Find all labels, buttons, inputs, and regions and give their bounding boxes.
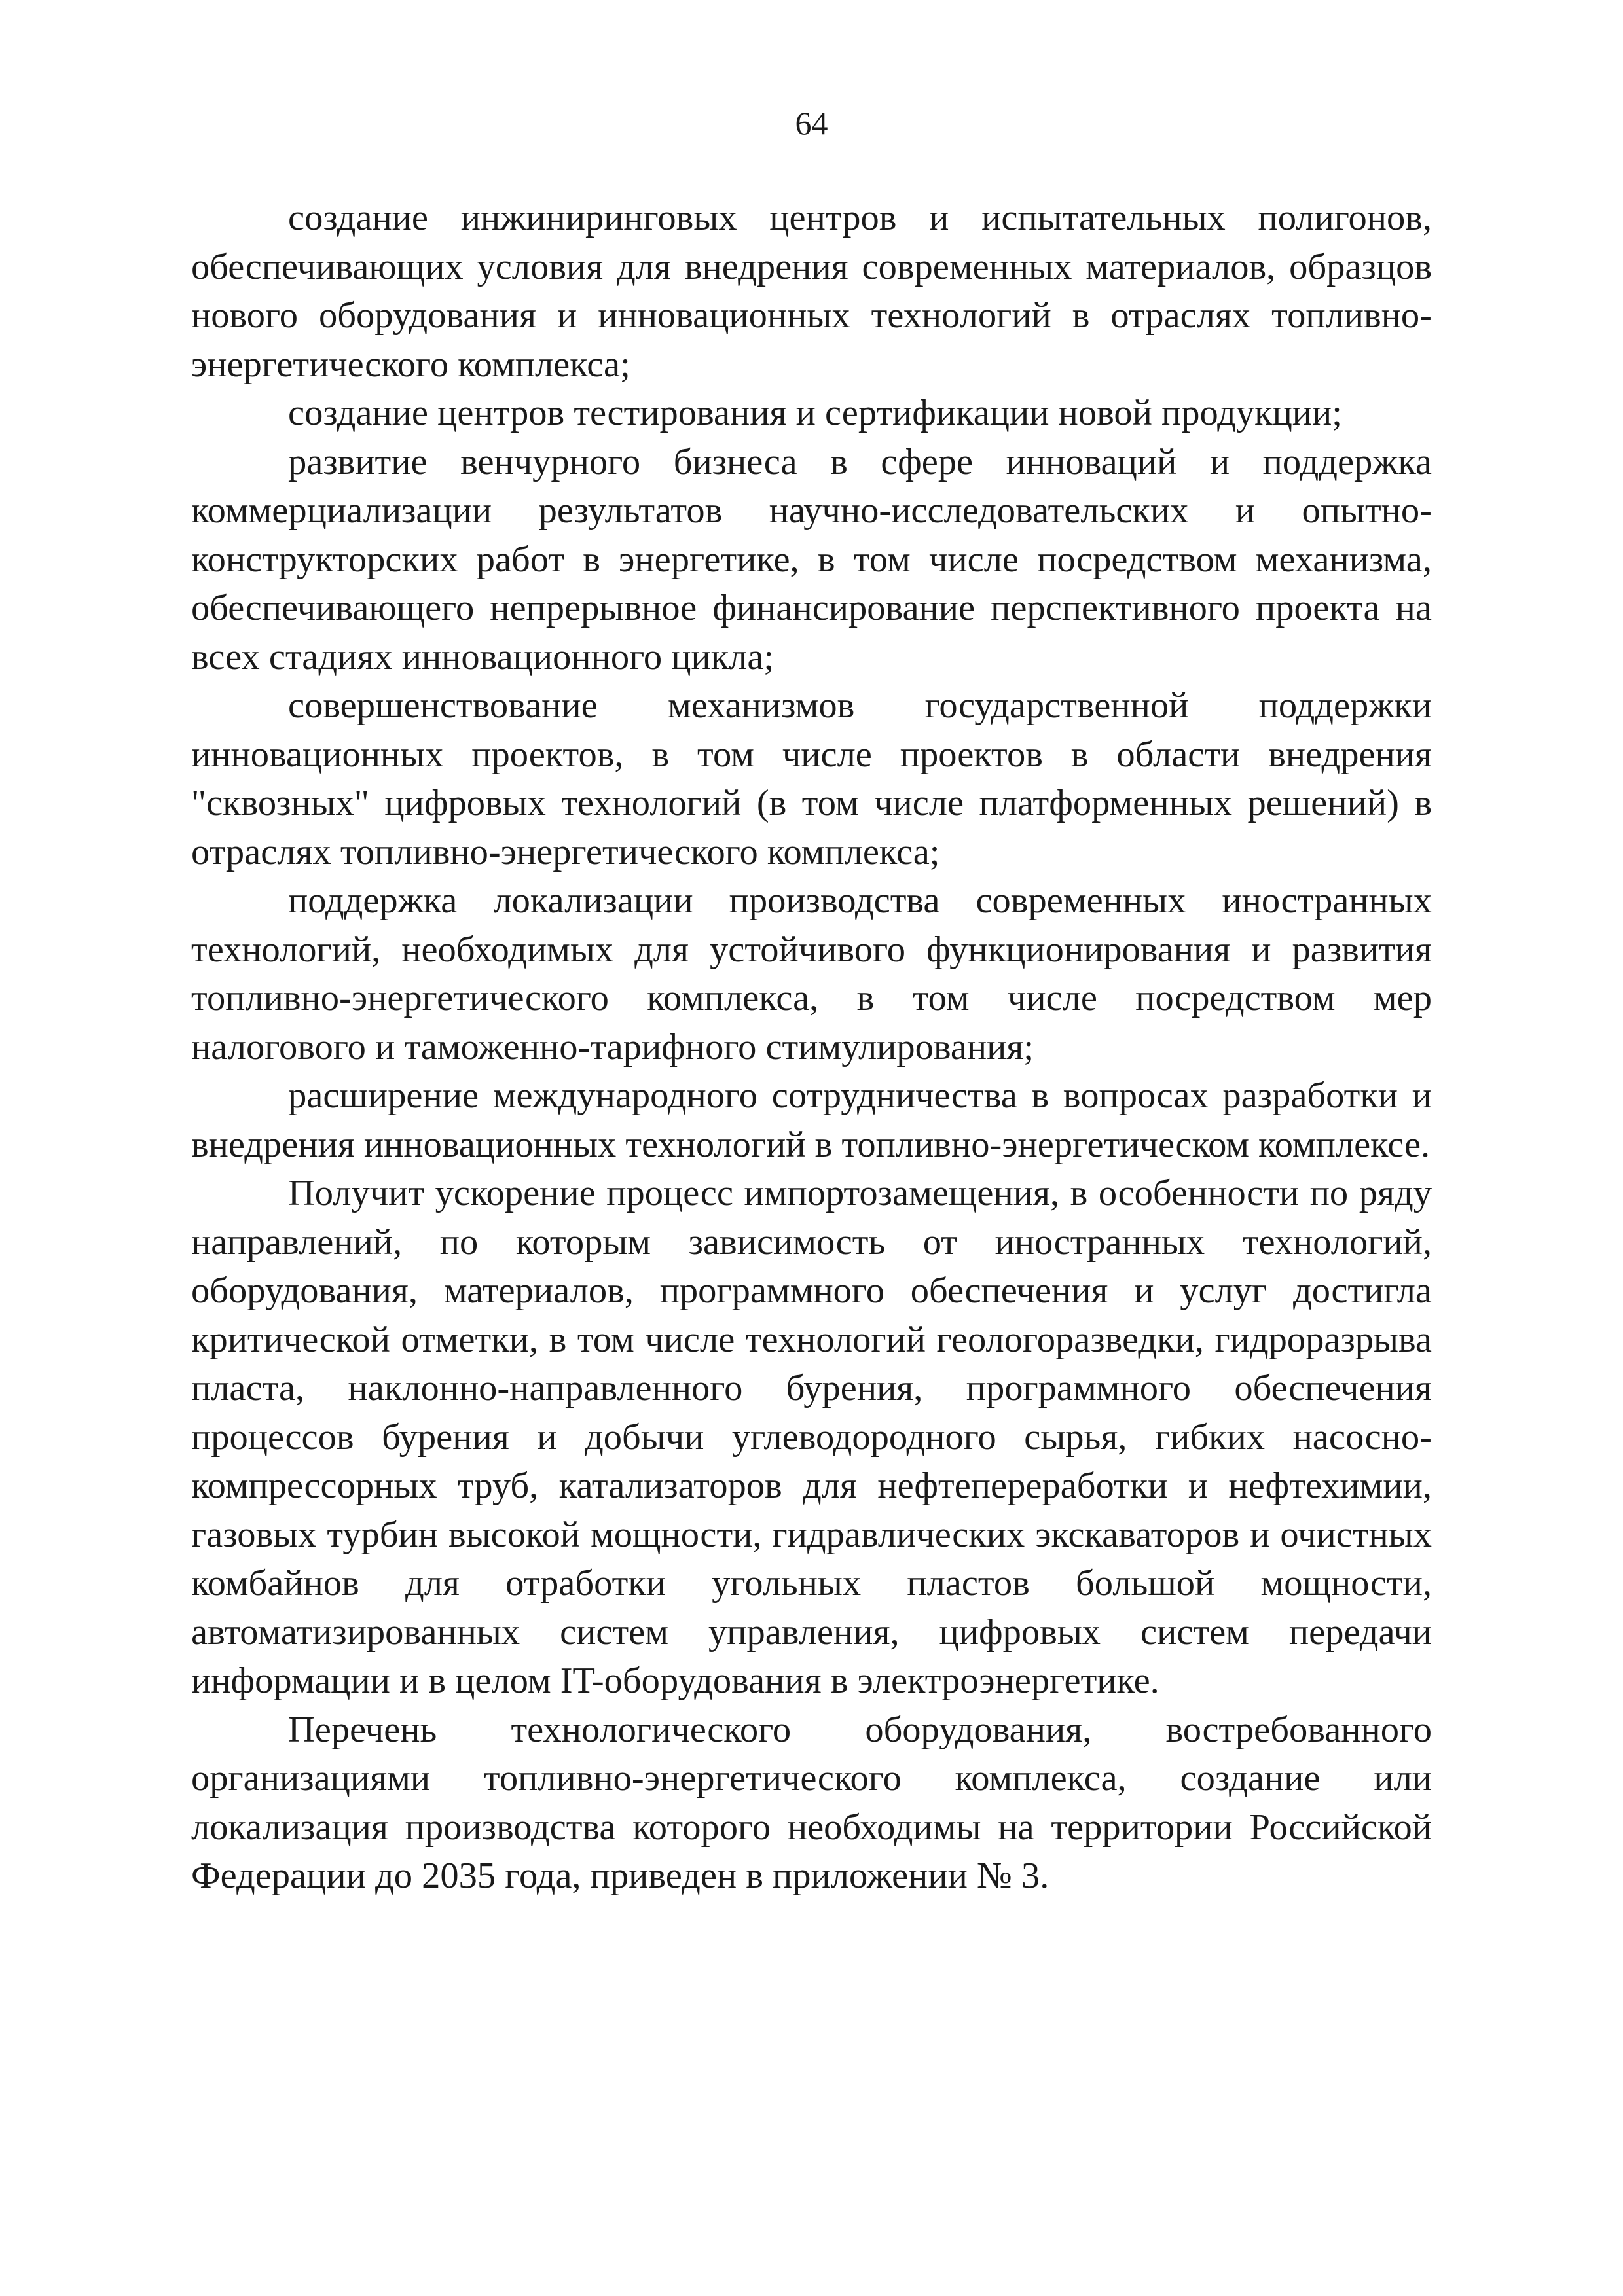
paragraph-international-cooperation: расширение международного сотрудничества в вопросах разработки и внедрения инновационных технологий в топливно-энергетическом комплексе. — [191, 1075, 1432, 1165]
paragraph-state-support: совершенствование механизмов государственной поддержки инновационных проектов, в том числе проектов в области внедрения "сквозных" цифровых технологий (в том числе платформенных решений) в отраслях топливно-энергетического комплекса; — [191, 685, 1432, 872]
paragraph-engineering-centers: создание инжиниринговых центров и испытательных полигонов, обеспечивающих условия для внедрения современных материалов, образцов нового оборудования и инновационных технологий в отраслях топливно-энергетического комплекса; — [191, 198, 1432, 385]
paragraph-testing-centers: создание центров тестирования и сертификации новой продукции; — [288, 393, 1342, 433]
paragraph-localization: поддержка локализации производства современных иностранных технологий, необходимых для устойчивого функционирования и развития топливно-энергетического комплекса, в том числе посредством мер налогового и таможенно-тарифного стимулирования; — [191, 880, 1432, 1067]
paragraph-venture-business: развитие венчурного бизнеса в сфере инноваций и поддержка коммерциализации результатов научно-исследовательских и опытно-конструкторских работ в энергетике, в том числе посредством механизма, обеспечивающего непрерывное финансирование перспективного проекта на всех стадиях инновационного цикла; — [191, 441, 1432, 677]
page-number: 64 — [795, 105, 828, 141]
document-body — [191, 194, 1432, 1901]
paragraph-equipment-list: Перечень технологического оборудования, востребованного организациями топливно-энергетического комплекса, создание или локализация производства которого необходимы на территории Российской Федерации до 2035 года, приведен в приложении № 3. — [191, 1709, 1432, 1896]
paragraph-import-substitution: Получит ускорение процесс импортозамещения, в особенности по ряду направлений, по которым зависимость от иностранных технологий, оборудования, материалов, программного обеспечения и услуг достигла критической отметки, в том числе технологий геологоразведки, гидроразрыва пласта, наклонно-направленного бурения, программного обеспечения процессов бурения и добычи углеводородного сырья, гибких насосно-компрессорных труб, катализаторов для нефтепереработки и нефтехимии, газовых турбин высокой мощности, гидравлических экскаваторов и очистных комбайнов для отработки угольных пластов большой мощности, автоматизированных систем управления, цифровых систем передачи информации и в целом IT-оборудования в электроэнергетике. — [191, 1173, 1432, 1701]
